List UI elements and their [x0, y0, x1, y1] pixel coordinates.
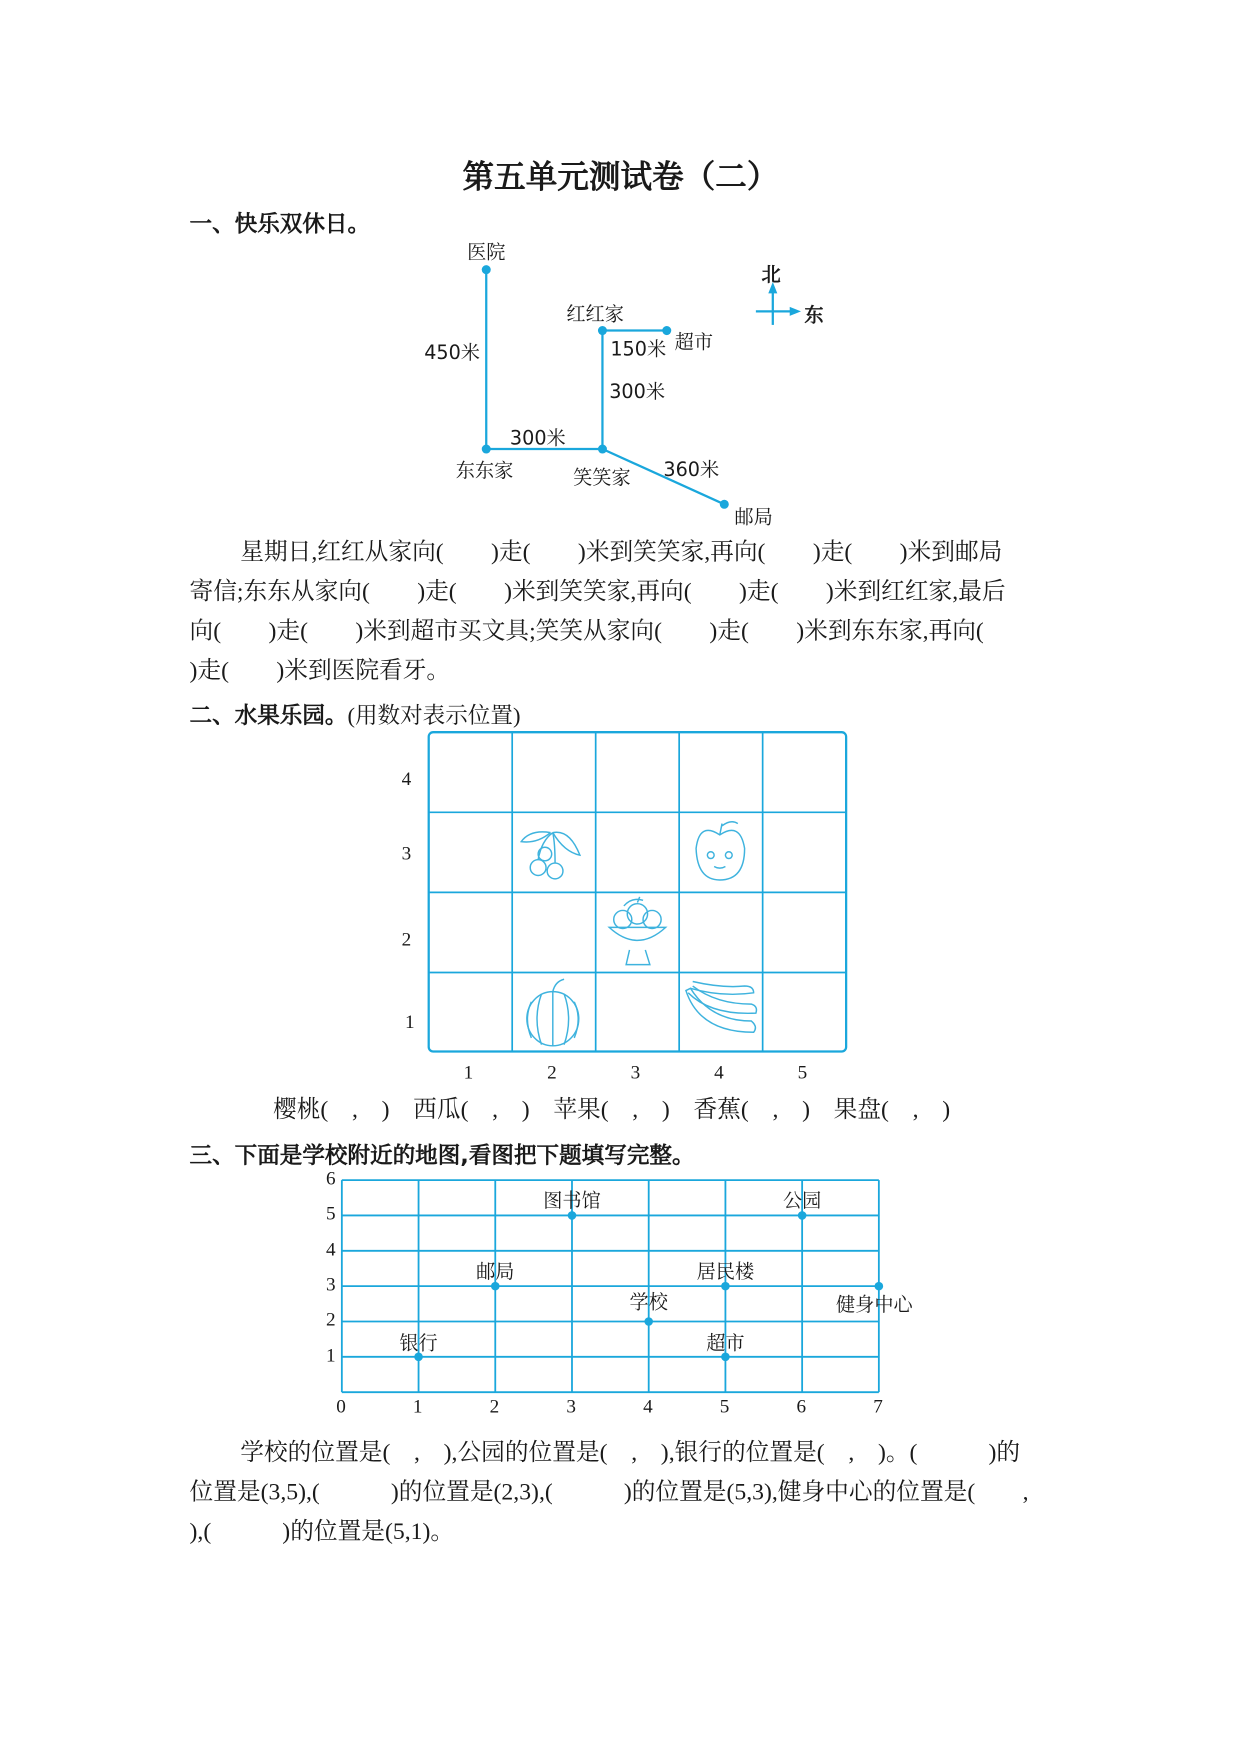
- fruit-x-tick: 1: [463, 1061, 474, 1084]
- question1-line: 寄信;东东从家向( )走( )米到笑笑家,再向( )走( )米到红红家,最后: [189, 577, 1006, 605]
- place-supermarket: 超市: [674, 331, 714, 355]
- section1-heading: 一、快乐双休日。: [189, 209, 371, 237]
- distance-150: 150米: [610, 338, 667, 362]
- map-point-label: 公园: [782, 1190, 822, 1214]
- place-dongdong-home: 东东家: [455, 460, 514, 483]
- map-y-tick: 6: [326, 1167, 336, 1190]
- place-post-office: 邮局: [734, 506, 773, 530]
- fruit-x-tick: 4: [714, 1061, 724, 1084]
- map-y-tick: 4: [326, 1238, 336, 1260]
- map-point-label: 健身中心: [835, 1294, 913, 1317]
- compass-east-label: 东: [804, 304, 824, 328]
- fruit-x-tick: 3: [630, 1061, 641, 1084]
- question1-line: )走( )米到医院看牙。: [189, 656, 451, 684]
- section3-heading: 三、下面是学校附近的地图,看图把下题填写完整。: [189, 1141, 695, 1169]
- map-y-tick: 1: [326, 1344, 336, 1366]
- fruit-x-tick: 2: [547, 1061, 557, 1084]
- question3-line: 学校的位置是( , ),公园的位置是( , ),银行的位置是( , )。( )的: [240, 1438, 1021, 1466]
- fruit-y-tick: 1: [405, 1010, 415, 1033]
- map-x-tick: 6: [796, 1395, 807, 1417]
- distance-300-horizontal: 300米: [509, 427, 566, 451]
- map-y-tick: 3: [326, 1273, 336, 1296]
- map-x-tick: 0: [336, 1395, 346, 1417]
- fruit-x-tick: 5: [797, 1061, 808, 1084]
- section2-heading: 二、水果乐园。(用数对表示位置): [189, 701, 521, 729]
- fruit-y-tick: 3: [401, 842, 412, 865]
- compass-north-label: 北: [761, 263, 781, 287]
- map-x-tick: 5: [719, 1395, 730, 1417]
- map-x-tick: 4: [643, 1395, 653, 1417]
- distance-360: 360米: [663, 459, 720, 482]
- distance-300-vertical: 300米: [609, 381, 666, 404]
- fruit-y-tick: 2: [401, 928, 412, 950]
- question1-line: 向( )走( )米到超市买文具;笑笑从家向( )走( )米到东东家,再向(: [189, 617, 984, 645]
- distance-450: 450米: [424, 341, 480, 365]
- page-title: 第五单元测试卷（二）: [462, 157, 779, 196]
- map-point: [644, 1317, 653, 1326]
- map-y-tick: 5: [326, 1203, 336, 1225]
- map-point-label: 居民楼: [696, 1261, 755, 1284]
- place-honghong-home: 红红家: [566, 303, 624, 327]
- map-point-label: 邮局: [476, 1261, 515, 1284]
- map-point-label: 图书馆: [543, 1190, 601, 1214]
- question3-line: ),( )的位置是(5,1)。: [189, 1517, 455, 1545]
- map-y-tick: 2: [326, 1309, 336, 1331]
- map-x-tick: 3: [566, 1395, 576, 1417]
- map-x-tick: 7: [873, 1395, 883, 1417]
- map-x-tick: 2: [489, 1395, 500, 1417]
- place-xiaoxiao-home: 笑笑家: [573, 467, 631, 490]
- map-point-label: 银行: [399, 1331, 438, 1355]
- fruit-y-tick: 4: [401, 768, 412, 790]
- question1-line: 星期日,红红从家向( )走( )米到笑笑家,再向( )走( )米到邮局: [240, 538, 1003, 566]
- map-x-tick: 1: [412, 1395, 423, 1417]
- map-point-label: 超市: [706, 1331, 745, 1355]
- question3-line: 位置是(3,5),( )的位置是(2,3),( )的位置是(5,3),健身中心的位置是( ,: [189, 1477, 1029, 1505]
- map-point-label: 学校: [629, 1292, 668, 1315]
- place-hospital: 医院: [467, 241, 506, 264]
- fruit-answer-line: 樱桃( , ) 西瓜( , ) 苹果( , ) 香蕉( , ) 果盘( , ): [273, 1095, 951, 1123]
- section2-note: (用数对表示位置): [347, 703, 521, 729]
